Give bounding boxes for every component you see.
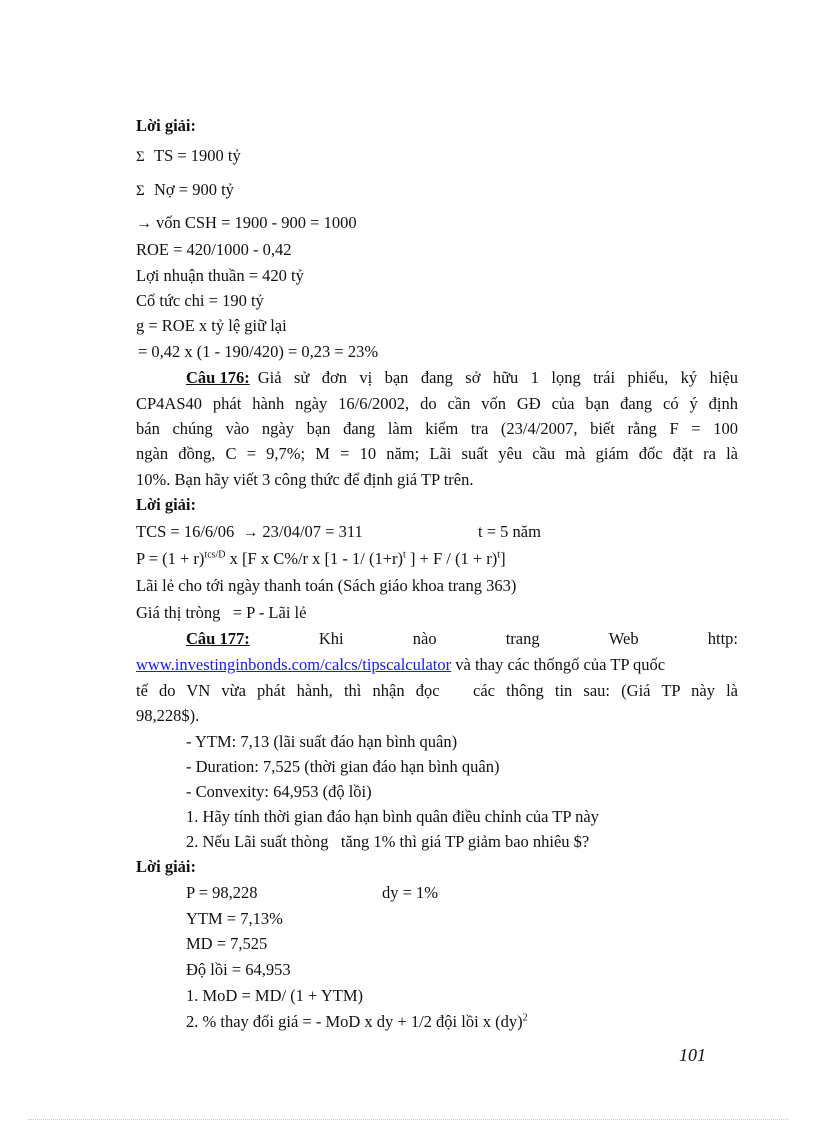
roe-line: ROE = 420/1000 - 0,42 bbox=[136, 240, 292, 259]
requirement-2: 2. Nếu Lãi suất thòng tăng 1% thì giá TP giảm bao nhiêu $? bbox=[186, 832, 590, 851]
arrow-right-icon: → bbox=[136, 215, 152, 232]
q177-line-2 bbox=[136, 655, 738, 675]
q176-line-5: 10%. Bạn hãy viết 3 công thức để định giá TP trên. bbox=[136, 470, 474, 489]
p-formula-b: x [F x C%/r x [1 - 1/ (1+r) bbox=[225, 549, 404, 568]
p-formula-sup-3: t bbox=[497, 549, 501, 561]
arrow-right-icon: → bbox=[242, 524, 259, 541]
q177-word-1: Khi bbox=[318, 629, 344, 648]
tips-calculator-link[interactable]: www.investinginbonds.com/calcs/tipscalculator bbox=[136, 655, 452, 674]
q177-word-5: http: bbox=[707, 629, 738, 648]
von-line bbox=[136, 213, 357, 234]
q177-text-2: và thay các thốngố của TP quốc bbox=[451, 655, 666, 674]
q176-text-1: Giả sử đơn vị bạn đang sở hữu 1 lọng trái phiếu, ký hiệu bbox=[257, 368, 738, 387]
p-formula-sup-1: tcs/D bbox=[204, 549, 226, 561]
co-tuc-line: Cổ tức chi = 190 tỷ bbox=[136, 291, 264, 310]
duration-item: - Duration: 7,525 (thời gian đáo hạn bình quân) bbox=[186, 757, 500, 776]
q176-line-4: ngàn đồng, C = 9,7%; M = 10 năm; Lãi suất yêu cầu mà giám đốc đặt ra là bbox=[136, 444, 738, 463]
gia-thi-truong-line: Giá thị tròng = P - Lãi lẻ bbox=[136, 603, 307, 622]
requirement-1: 1. Hãy tính thời gian đáo hạn bình quân điều chỉnh của TP này bbox=[186, 807, 599, 826]
q177-line-1 bbox=[186, 629, 738, 649]
ts-line bbox=[136, 146, 241, 167]
solution-heading-177: Lời giải: bbox=[136, 857, 197, 876]
pct-change-formula bbox=[186, 1012, 528, 1032]
q177-line-4: 98,228$). bbox=[136, 706, 200, 725]
tcs-left: TCS = 16/6/06 bbox=[136, 522, 235, 541]
p-formula-d: ] bbox=[500, 549, 506, 568]
q176-label: Câu 176: bbox=[186, 368, 250, 387]
ts-text: TS = 1900 tỷ bbox=[154, 146, 241, 165]
pct-change-sup: 2 bbox=[522, 1012, 528, 1024]
p-formula bbox=[136, 549, 506, 569]
von-text: vốn CSH = 1900 - 900 = 1000 bbox=[156, 213, 357, 232]
q177-word-3: trang bbox=[505, 629, 540, 648]
no-line bbox=[136, 180, 234, 201]
t-value: t = 5 năm bbox=[478, 522, 541, 541]
tcs-line bbox=[136, 522, 363, 543]
lai-le-line: Lãi lẻ cho tới ngày thanh toán (Sách giáo khoa trang 363) bbox=[136, 576, 517, 595]
sigma-icon: Σ bbox=[136, 183, 145, 199]
pct-change-text: 2. % thay đổi giá = - MoD x dy + 1/2 đội lồi x (dy) bbox=[186, 1012, 523, 1031]
ytm-value: YTM = 7,13% bbox=[186, 909, 283, 928]
p-value: P = 98,228 bbox=[186, 883, 258, 902]
p-formula-a: P = (1 + r) bbox=[136, 549, 205, 568]
sigma-icon: Σ bbox=[136, 149, 145, 165]
q177-word-2: nào bbox=[412, 629, 437, 648]
q177-word-4: Web bbox=[608, 629, 639, 648]
p-formula-c: ] + F / (1 + r) bbox=[405, 549, 498, 568]
p-formula-sup-2: t bbox=[403, 549, 406, 561]
footer-divider bbox=[28, 1119, 788, 1120]
mod-formula: 1. MoD = MD/ (1 + YTM) bbox=[186, 986, 364, 1005]
solution-heading-1: Lời giải: bbox=[136, 116, 197, 135]
do-loi-value: Độ lồi = 64,953 bbox=[186, 960, 291, 979]
g-line: g = ROE x tỷ lệ giữ lại bbox=[136, 316, 287, 335]
loi-nhuan-line: Lợi nhuận thuần = 420 tỷ bbox=[136, 266, 304, 285]
no-text: Nợ = 900 tỷ bbox=[154, 180, 234, 199]
md-value: MD = 7,525 bbox=[186, 934, 268, 953]
tcs-right: 23/04/07 = 311 bbox=[262, 522, 363, 541]
q177-line-3: tế do VN vừa phát hành, thì nhận đọc các thông tin sau: (Giá TP này là bbox=[136, 681, 738, 700]
q176-line-3: bán chúng vào ngày bạn đang làm kiểm tra (23/4/2007, biết rằng F = 100 bbox=[136, 419, 738, 438]
q176-line-2: CP4AS40 phát hành ngày 16/6/2002, do cần vốn GĐ của bạn đang có ý định bbox=[136, 394, 738, 413]
convexity-item: - Convexity: 64,953 (độ lồi) bbox=[186, 782, 372, 801]
page-number: 101 bbox=[679, 1045, 706, 1065]
solution-heading-176: Lời giải: bbox=[136, 495, 197, 514]
q177-label: Câu 177: bbox=[186, 629, 250, 648]
dy-value: dy = 1% bbox=[382, 883, 439, 902]
q176-line-1 bbox=[186, 368, 738, 388]
g-calc-line: = 0,42 x (1 - 190/420) = 0,23 = 23% bbox=[138, 342, 379, 361]
ytm-item: - YTM: 7,13 (lãi suất đáo hạn bình quân) bbox=[186, 732, 458, 751]
